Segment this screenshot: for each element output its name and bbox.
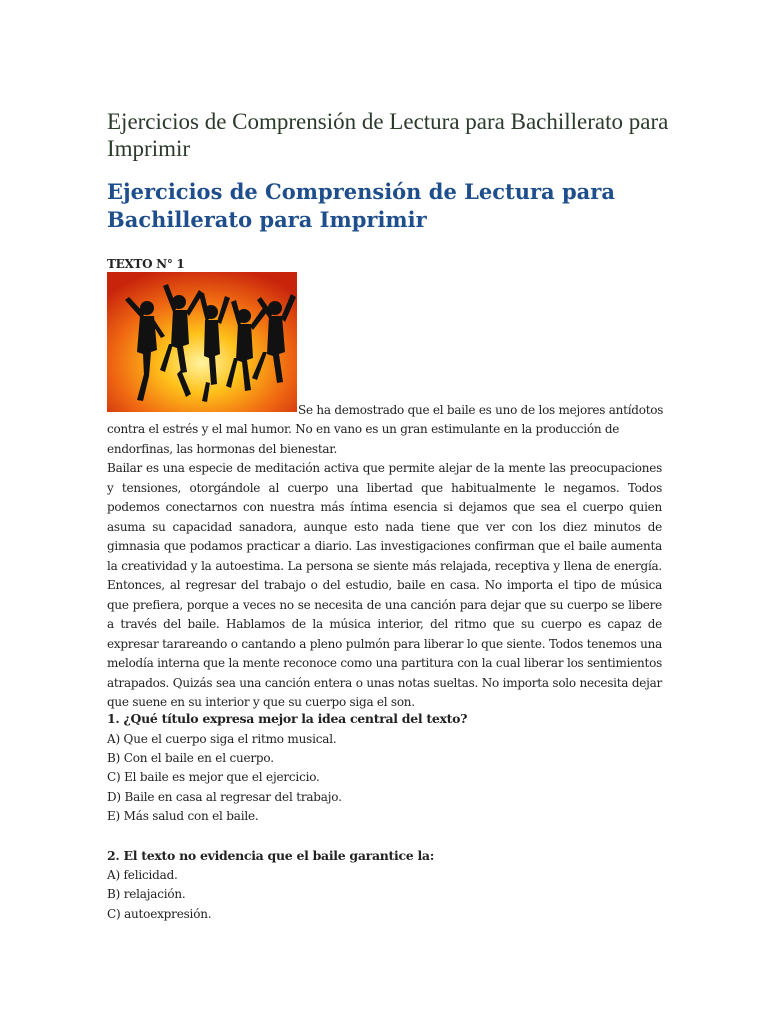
question-2-option-a: A) felicidad. — [107, 868, 178, 882]
question-2-option-c: C) autoexpresión. — [107, 907, 212, 921]
question-2: 2. El texto no evidencia que el baile garantice la: — [107, 848, 435, 863]
intro-paragraph: contra el estrés y el mal humor. No en vano es un gran estimulante en la producción de endorfinas, las hormonas del bienestar. — [107, 422, 620, 456]
article-heading: Ejercicios de Comprensión de Lectura para Bachillerato para Imprimir — [107, 179, 615, 232]
question-1-option-e: E) Más salud con el baile. — [107, 809, 259, 823]
dancers-silhouette-image — [107, 272, 297, 412]
question-1-option-a: A) Que el cuerpo siga el ritmo musical. — [107, 732, 337, 746]
question-1: 1. ¿Qué título expresa mejor la idea central del texto? — [107, 711, 468, 726]
body-paragraph: Bailar es una especie de meditación activa que permite alejar de la mente las preocupaciones y tensiones, otorgándole al cuerpo una libertad que habitualmente le negamos. Todos podemos conectarnos con nuestra más íntima esencia si dejamos que sea el cuerpo quien asuma su capacidad sanadora, aunque esto nada tiene que ver con los diez minutos de gimnasia que podamos practicar a diario. Las investigaciones confirman que el baile aumenta la creatividad y la autoestima. La persona se siente más relajada, receptiva y llena de energía. Entonces, al regresar del trabajo o del estudio, baile en casa. No importa el tipo de música que prefiera, porque a veces no se necesita de una canción para dejar que su cuerpo se libere a través del baile. Hablamos de la música interior, del ritmo que su cuerpo es capaz de expresar tarareando o cantando a pleno pulmón para liberar lo que siente. Todos tenemos una melodía interna que la mente reconoce como una partitura con la cual liberar los sentimientos atrapados. Quizás sea una canción entera o unas notas sueltas. No importa solo necesita dejar que suene en su interior y que su cuerpo siga el son. — [107, 461, 662, 709]
text-number-label: TEXTO N° 1 — [107, 257, 185, 271]
question-1-option-c: C) El baile es mejor que el ejercicio. — [107, 770, 320, 784]
question-1-option-b: B) Con el baile en el cuerpo. — [107, 751, 274, 765]
question-2-option-b: B) relajación. — [107, 887, 186, 901]
intro-first-line: Se ha demostrado que el baile es uno de los mejores antídotos — [298, 403, 664, 417]
document-title: Ejercicios de Comprensión de Lectura para Bachillerato para Imprimir — [107, 109, 669, 161]
question-1-option-d: D) Baile en casa al regresar del trabajo. — [107, 790, 342, 804]
